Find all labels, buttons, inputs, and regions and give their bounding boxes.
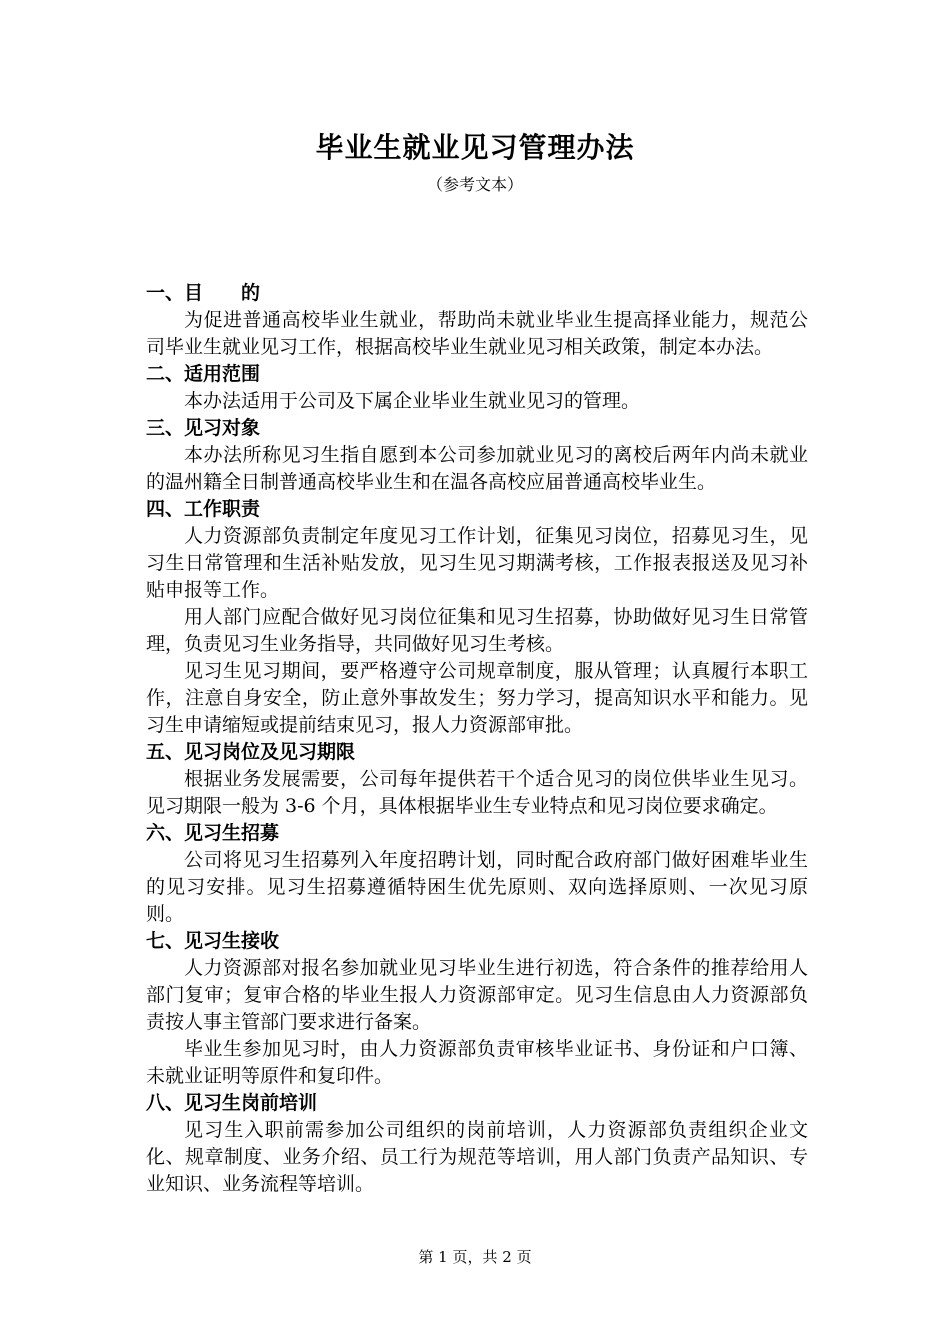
section-heading: 八、见习生岗前培训 bbox=[146, 1092, 318, 1114]
section-paragraph: 毕业生参加见习时，由人力资源部负责审核毕业证书、身份证和户口簿、未就业证明等原件和复印件。 bbox=[146, 1038, 808, 1087]
section-recruitment bbox=[146, 820, 808, 928]
page-number-footer: 第 1 页，共 2 页 bbox=[418, 1248, 532, 1266]
section-heading: 五、见习岗位及见习期限 bbox=[146, 741, 356, 763]
section-paragraph: 为促进普通高校毕业生就业，帮助尚未就业毕业生提高择业能力，规范公司毕业生就业见习工作，根据高校毕业生就业见习相关政策，制定本办法。 bbox=[146, 309, 808, 358]
section-purpose bbox=[146, 280, 808, 361]
section-paragraph: 根据业务发展需要，公司每年提供若干个适合见习的岗位供毕业生见习。见习期限一般为 3-6 个月，具体根据毕业生专业特点和见习岗位要求确定。 bbox=[146, 768, 808, 817]
section-heading: 七、见习生接收 bbox=[146, 930, 280, 952]
section-heading: 四、工作职责 bbox=[146, 498, 261, 520]
section-paragraph: 用人部门应配合做好见习岗位征集和见习生招募，协助做好见习生日常管理，负责见习生业务指导，共同做好见习生考核。 bbox=[146, 606, 808, 655]
section-paragraph: 公司将见习生招募列入年度招聘计划，同时配合政府部门做好困难毕业生的见习安排。见习生招募遵循特困生优先原则、双向选择原则、一次见习原则。 bbox=[146, 849, 808, 925]
document-title: 毕业生就业见习管理办法 bbox=[315, 131, 635, 164]
section-scope bbox=[146, 361, 808, 415]
document-body bbox=[146, 280, 808, 1198]
section-acceptance bbox=[146, 928, 808, 1090]
section-positions-period bbox=[146, 739, 808, 820]
section-training bbox=[146, 1090, 808, 1198]
section-paragraph: 本办法适用于公司及下属企业毕业生就业见习的管理。 bbox=[184, 390, 641, 412]
section-target bbox=[146, 415, 808, 496]
section-paragraph: 人力资源部负责制定年度见习工作计划，征集见习岗位，招募见习生，见习生日常管理和生活补贴发放，见习生见习期满考核，工作报表报送及见习补贴申报等工作。 bbox=[146, 525, 808, 601]
section-heading: 二、适用范围 bbox=[146, 363, 261, 385]
section-responsibilities bbox=[146, 496, 808, 739]
section-paragraph: 见习生入职前需参加公司组织的岗前培训，人力资源部负责组织企业文化、规章制度、业务介绍、员工行为规范等培训，用人部门负责产品知识、专业知识、业务流程等培训。 bbox=[146, 1119, 808, 1195]
section-paragraph: 见习生见习期间，要严格遵守公司规章制度，服从管理；认真履行本职工作，注意自身安全，防止意外事故发生；努力学习，提高知识水平和能力。见习生申请缩短或提前结束见习，报人力资源部审批。 bbox=[146, 660, 808, 736]
section-heading: 三、见习对象 bbox=[146, 417, 261, 439]
section-paragraph: 本办法所称见习生指自愿到本公司参加就业见习的离校后两年内尚未就业的温州籍全日制普通高校毕业生和在温各高校应届普通高校毕业生。 bbox=[146, 444, 808, 493]
section-paragraph: 人力资源部对报名参加就业见习毕业生进行初选，符合条件的推荐给用人部门复审；复审合格的毕业生报人力资源部审定。见习生信息由人力资源部负责按人事主管部门要求进行备案。 bbox=[146, 957, 808, 1033]
document-subtitle: （参考文本） bbox=[426, 175, 523, 194]
section-heading: 六、见习生招募 bbox=[146, 822, 280, 844]
section-heading: 一、目 的 bbox=[146, 282, 261, 304]
